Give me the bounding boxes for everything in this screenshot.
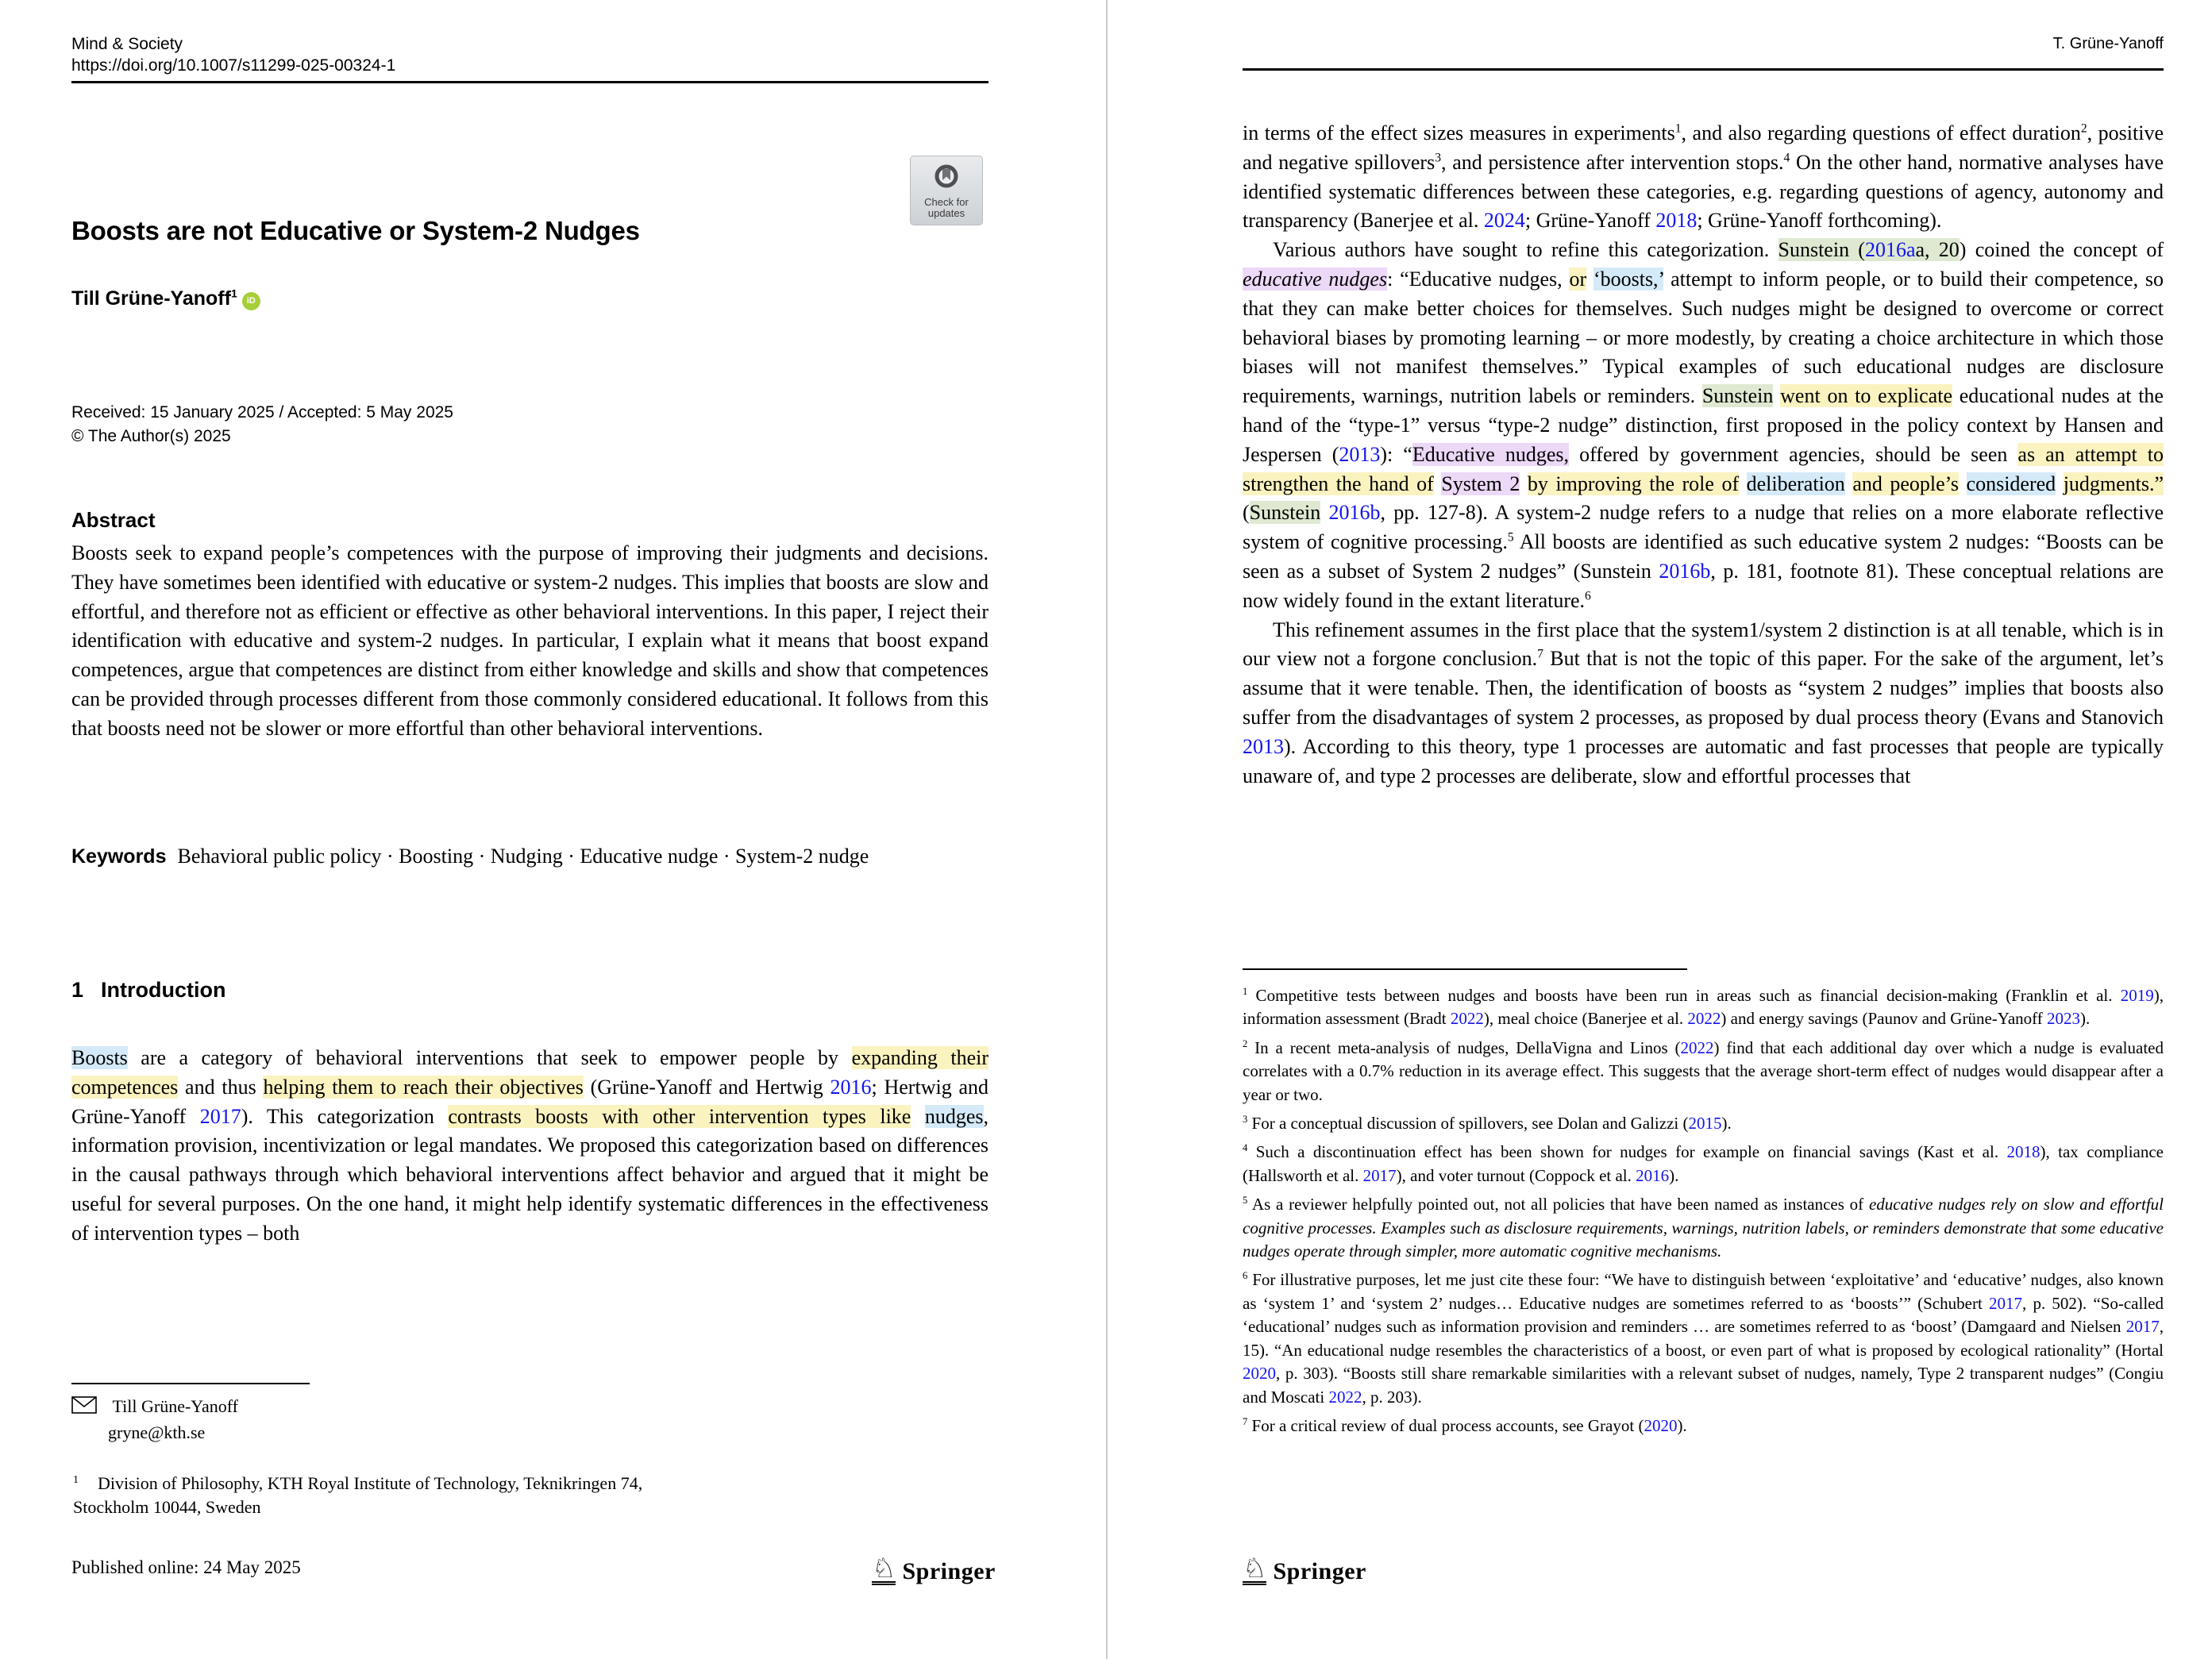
badge-label: Check for updates: [924, 195, 969, 219]
text-segment: This refinement assumes in the first place that the system1/system 2 distinction is at all tenable, which is in our view not a forgone conclusion.: [1243, 618, 2164, 671]
footnote-marker: 5: [1507, 530, 1514, 545]
orcid-icon[interactable]: iD: [242, 292, 260, 310]
text-segment: [1434, 472, 1442, 495]
text-segment: ) and energy savings (Paunov and Grüne-Yanoff: [1721, 1009, 2048, 1029]
citation-link[interactable]: 2020: [1243, 1364, 1276, 1384]
text-segment: System 2: [1441, 472, 1520, 495]
citation-link[interactable]: 2020: [1644, 1415, 1678, 1435]
page-divider: [1106, 0, 1108, 1659]
text-segment: For illustrative purposes, let me just cite these four: “We have to distinguish between ‘exploitative’ and ‘educative’ nudges, also known as ‘system 1’ and ‘system 2’ nudges… Educative nudges are sometimes referred to as ‘boosts’” (Schubert: [1243, 1270, 2164, 1313]
text-segment: (Grüne-Yanoff and Hertwig: [583, 1075, 830, 1099]
received-accepted-line: Received: 15 January 2025 / Accepted: 5 May 2025: [71, 403, 453, 421]
text-segment: , p. 303). “Boosts still share remarkable similarities with a relevant subset of nudges, namely, Type 2 transparent nudges” (Congiu and Moscati: [1243, 1364, 2164, 1407]
citation-link[interactable]: 2015: [1688, 1114, 1722, 1134]
body-paragraph: [1243, 616, 2164, 791]
keywords-line: [71, 841, 988, 872]
text-segment: Sunstein: [1249, 501, 1321, 525]
text-segment: [1586, 268, 1593, 291]
section-title: Introduction: [101, 978, 226, 1002]
text-segment: ) find that each additional day over which a nudge is evaluated correlates with a 0.7% reduction in its average effect. This suggests that the average short-term effect of nudges would disappear after a year or two.: [1243, 1037, 2164, 1104]
footnote: [1243, 1268, 2164, 1408]
text-segment: deliberation: [1746, 472, 1845, 495]
springer-horse-icon: ♘: [872, 1554, 896, 1584]
text-segment: ), tax compliance (Hallsworth et al.: [1243, 1142, 2164, 1185]
footnote-marker: 6: [1585, 589, 1591, 603]
text-segment: ‘boosts,’: [1593, 267, 1664, 291]
text-segment: All boosts are identified as such educative system 2 nudges: “Boosts can be seen as a subset of System 2 nudges” (Sunstein: [1243, 530, 2164, 583]
text-segment: , p. 203).: [1362, 1387, 1422, 1407]
text-segment: Various authors have sought to refine this categorization.: [1273, 238, 1778, 262]
text-segment: Sunstein (: [1778, 238, 1865, 262]
citation-link[interactable]: 2016: [1636, 1165, 1670, 1185]
text-segment: ). According to this theory, type 1 processes are automatic and fast processes that people are typically unaware of, and type 2 processes are deliberate, slow and effortful processes that: [1243, 734, 2164, 787]
text-segment: judgments.”: [2063, 472, 2164, 495]
citation-link[interactable]: 2019: [2120, 986, 2154, 1005]
springer-wordmark: Springer: [1273, 1558, 1366, 1584]
text-segment: [1739, 472, 1747, 495]
text-segment: considered: [1966, 472, 2056, 495]
footnote-marker: 2: [2080, 121, 2087, 136]
citation-link[interactable]: 2018: [1655, 209, 1698, 233]
footnote-marker: 3: [1243, 1114, 1248, 1126]
running-head: T. Grüne-Yanoff: [2052, 35, 2164, 52]
citation-link[interactable]: 2016b: [1659, 559, 1711, 583]
correspondence-name: Till Grüne-Yanoff: [112, 1396, 239, 1416]
footnote-marker: 1: [1243, 986, 1248, 997]
citation-link[interactable]: 2016: [830, 1075, 872, 1099]
footnote: [1243, 984, 2164, 1031]
body-paragraph: [1243, 119, 2164, 236]
correspondence-email[interactable]: gryne@kth.se: [108, 1422, 206, 1442]
citation-link[interactable]: 2024: [1483, 209, 1525, 233]
text-segment: , pp. 127-8). A system-2 nudge refers to a nudge that relies on a more elaborate reflective system of cognitive processing.: [1243, 501, 2164, 554]
citation-link[interactable]: 2022: [1450, 1009, 1484, 1029]
citation-link[interactable]: 2017: [1989, 1293, 2022, 1313]
text-segment: went on to explicate: [1780, 384, 1952, 408]
header-rule: [71, 81, 988, 83]
published-online-line: Published online: 24 May 2025: [71, 1557, 301, 1577]
footnote-marker: 3: [1435, 151, 1441, 165]
citation-link[interactable]: 2016b: [1328, 501, 1381, 525]
text-segment: a, 20: [1915, 238, 1960, 262]
author-affiliation-marker: 1: [230, 287, 237, 300]
text-segment: educative nudges: [1243, 267, 1388, 291]
publisher-logo: [872, 1554, 996, 1585]
text-segment: [1520, 472, 1528, 495]
footnote-marker: 6: [1243, 1270, 1248, 1282]
text-segment: ): “: [1380, 442, 1412, 466]
page-title: Boosts are not Educative or System-2 Nudges: [71, 216, 640, 245]
text-segment: [1959, 472, 1967, 495]
affiliation-text: Division of Philosophy, KTH Royal Institute of Technology, Teknikringen 74, Stockholm 10044, Sweden: [73, 1473, 643, 1517]
citation-link[interactable]: 2013: [1339, 442, 1381, 466]
footnote-marker: 4: [1243, 1142, 1248, 1154]
text-segment: , information provision, incentivization or legal mandates. We proposed this categorization based on differences in the causal pathways through which behavioral interventions affect behavior and argued that it might be useful for several purposes. On the one hand, it might help identify systematic differences in the effectiveness of intervention types – both: [71, 1104, 989, 1245]
text-segment: nudges: [924, 1104, 984, 1128]
footnote: [1243, 1037, 2164, 1107]
copyright-line: © The Author(s) 2025: [71, 427, 231, 445]
text-segment: ).: [1677, 1415, 1687, 1435]
text-segment: in terms of the effect sizes measures in experiments: [1243, 121, 1675, 144]
text-segment: ). This categorization: [241, 1104, 449, 1128]
author-line: [71, 287, 260, 310]
journal-name: Mind & Society: [71, 35, 183, 53]
text-segment: helping them to reach their objectives: [263, 1075, 584, 1099]
right-page: [1106, 0, 2212, 1659]
text-segment: , and persistence after intervention stops.: [1441, 150, 1784, 174]
abstract-text: Boosts seek to expand people’s competences with the purpose of improving their judgments and decisions. They have sometimes been identified with educative or system-2 nudges. This implies that boosts are slow and effortful, and therefore not as efficient or effective as other behavioral interventions. In this paper, I reject their identification with educative and system-2 nudges. In particular, I explain what it means that boost expand competences, argue that competences are distinct from either knowledge and skills and show that competences can be provided through processes different from those commonly considered educational. It follows from this that boosts need not be slower or more effortful than other behavioral interventions.: [71, 541, 988, 740]
check-for-updates-badge[interactable]: [910, 156, 983, 225]
footnotes-block: [1243, 984, 2164, 1443]
footnote-rule: [1243, 968, 1687, 970]
text-segment: Sunstein: [1701, 384, 1774, 408]
text-segment: and people’s: [1852, 472, 1960, 495]
citation-link[interactable]: 2023: [2047, 1009, 2081, 1029]
text-segment: educational nudes at the hand of the “type-1” versus “type-2 nudge” distinction, first proposed in the policy context by Hansen and Jespersen (: [1243, 384, 2164, 466]
text-segment: [2056, 472, 2064, 495]
springer-horse-icon: ♘: [1243, 1554, 1267, 1584]
text-segment: contrasts boosts with other intervention types like: [448, 1104, 911, 1128]
text-segment: by improving the role of: [1527, 472, 1740, 495]
text-segment: ).: [1669, 1165, 1679, 1185]
text-segment: Competitive tests between nudges and boosts have been run in areas such as financial decision-making (Franklin et al.: [1247, 986, 2121, 1005]
text-segment: attempt to inform people, or to build their competence, so that they can make better choices for themselves. Such nudges might be designed to overcome or correct behavioral biases by promoting learning – or more modestly, by creating a choice architecture in which those biases will not manifest themselves.” Typical examples of such educational nudges are disclosure requirements, warnings, nutrition labels or reminders.: [1243, 267, 2164, 408]
footnote-rule: [71, 1383, 310, 1384]
citation-link[interactable]: 2022: [1687, 1009, 1721, 1029]
correspondence-block: [71, 1394, 627, 1445]
section-heading: [71, 978, 226, 1003]
footnote-marker: 5: [1243, 1195, 1248, 1207]
springer-wordmark: Springer: [902, 1558, 996, 1584]
body-paragraph: [1243, 236, 2164, 615]
doi-link[interactable]: https://doi.org/10.1007/s11299-025-00324-1: [71, 56, 396, 75]
text-segment: For a critical review of dual process accounts, see Grayot (: [1247, 1415, 1644, 1435]
citation-link[interactable]: 2022: [1680, 1037, 1714, 1057]
keywords-text: Behavioral public policy · Boosting · Nudging · Educative nudge · System-2 nudge: [177, 845, 869, 868]
text-segment: ).: [2080, 1009, 2091, 1029]
citation-link[interactable]: 2017: [1362, 1165, 1397, 1185]
affiliation-marker: 1: [73, 1474, 79, 1486]
affiliation-block: [73, 1468, 645, 1519]
footnote: [1243, 1193, 2164, 1263]
text-segment: On the other hand, normative analyses have identified systematic differences between these categories, e.g. regarding questions of agency, autonomy and transparency (Banerjee et al.: [1243, 150, 2164, 233]
body-text-column: [1243, 119, 2164, 791]
text-segment: As a reviewer helpfully pointed out, not all policies that have been named as instances of: [1247, 1195, 1869, 1214]
section-number: 1: [71, 978, 84, 1002]
footnote: [1243, 1112, 2164, 1135]
text-segment: educative nudges rely on slow and effortful cognitive processes. Examples such as disclosure requirements, warnings, nutrition labels, or reminders demonstrate that some educative nudges operate through simpler, more automatic cognitive mechanisms.: [1243, 1195, 2164, 1261]
text-segment: [911, 1105, 925, 1128]
citation-link[interactable]: 2018: [2006, 1142, 2041, 1162]
envelope-icon: [71, 1398, 102, 1418]
text-segment: , p. 181, footnote 81). These conceptual relations are now widely found in the extant literature.: [1243, 559, 2164, 612]
text-segment: Such a discontinuation effect has been shown for nudges for example on financial savings (Kast et al.: [1247, 1142, 2007, 1162]
text-segment: : “Educative nudges,: [1387, 267, 1570, 291]
text-segment: as an attempt to strengthen the hand of: [1243, 442, 2164, 495]
footnote-marker: 2: [1243, 1037, 1248, 1049]
text-segment: ), meal choice (Banerjee et al.: [1483, 1009, 1688, 1029]
text-segment: Boosts: [71, 1046, 128, 1069]
text-segment: But that is not the topic of this paper. For the sake of the argument, let’s assume that it were tenable. Then, the identification of boosts as “system 2 nudges” implies that boosts also suffer from the disadvantages of system 2 processes, as proposed by dual process theory (Evans and Stanovich: [1243, 647, 2164, 729]
text-segment: ; Hertwig and Grüne-Yanoff: [71, 1075, 988, 1128]
citation-link[interactable]: 2022: [1328, 1387, 1362, 1407]
text-segment: ) coined the concept of: [1959, 238, 2164, 262]
text-segment: Educative nudges,: [1412, 442, 1570, 466]
footnote-marker: 7: [1537, 647, 1543, 661]
text-segment: or: [1569, 267, 1587, 291]
text-segment: offered by government agencies, should be seen: [1569, 442, 2018, 466]
text-segment: ), and voter turnout (Coppock et al.: [1396, 1165, 1636, 1185]
text-segment: [1773, 384, 1780, 407]
footnote-marker: 4: [1783, 151, 1790, 165]
text-segment: ; Grüne-Yanoff: [1524, 209, 1656, 233]
check-for-updates-icon: [932, 163, 961, 195]
text-segment: , 15). “An educational nudge resembles the characteristics of a boost, or even part of what is proposed by ecological rationality” (Hortal: [1243, 1317, 2164, 1360]
citation-link[interactable]: 2016a: [1864, 238, 1916, 262]
footnote-marker: 7: [1243, 1415, 1248, 1427]
citation-link[interactable]: 2017: [199, 1104, 241, 1128]
text-segment: are a category of behavioral interventions that seek to empower people by: [127, 1046, 852, 1069]
text-segment: and thus: [178, 1075, 264, 1099]
text-segment: [1845, 472, 1853, 495]
footnote: [1243, 1415, 2164, 1438]
keywords-label: Keywords: [71, 845, 167, 868]
footnote: [1243, 1141, 2164, 1187]
abstract-heading: Abstract: [71, 508, 156, 532]
text-segment: ).: [1721, 1114, 1732, 1134]
introduction-paragraph: [71, 1044, 988, 1249]
footnote-marker: 1: [1674, 121, 1682, 136]
text-segment: For a conceptual discussion of spillovers, see Dolan and Galizzi (: [1247, 1114, 1689, 1134]
text-segment: expanding their competences: [71, 1046, 989, 1099]
citation-link[interactable]: 2013: [1243, 734, 1284, 758]
header-rule: [1243, 68, 2164, 71]
text-segment: ), information assessment (Bradt: [1243, 986, 2164, 1029]
citation-link[interactable]: 2017: [2125, 1317, 2160, 1337]
author-name: Till Grüne-Yanoff: [71, 287, 231, 310]
text-segment: In a recent meta-analysis of nudges, DellaVigna and Linos (: [1247, 1037, 1681, 1057]
text-segment: ; Grüne-Yanoff forthcoming).: [1697, 209, 1942, 233]
text-segment: , positive and negative spillovers: [1243, 121, 2164, 174]
text-segment: , and also regarding questions of effect duration: [1681, 121, 2081, 144]
text-segment: , p. 502). “So-called ‘educational’ nudges such as information provision and reminders … are sometimes referred to as ‘boost’ (Damgaard and Nielsen: [1243, 1293, 2164, 1337]
publisher-logo: [1243, 1554, 1366, 1585]
text-segment: [1320, 501, 1328, 524]
text-segment: (: [1243, 501, 1250, 525]
